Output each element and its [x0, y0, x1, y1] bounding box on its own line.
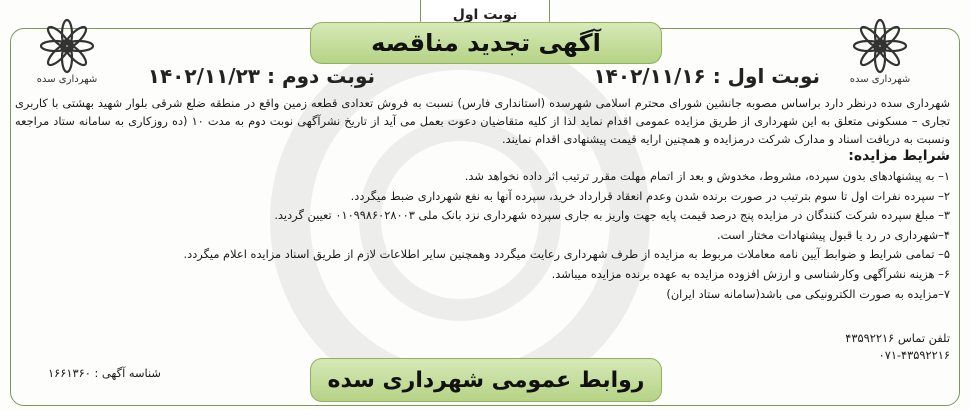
condition-item: ۳– مبلغ سپرده شرکت کنندگان در مزایده پنج درصد قیمت پایه جهت واریز به جاری سپرده شهرداری نزد بانک ملی ۰۱۰۹۹۸۶۰۲۸۰۰۳ تعیین گردید.	[274, 208, 950, 223]
municipality-emblem-icon	[845, 18, 915, 88]
notice-id: شناسه آگهی : ۱۶۶۱۳۶۰	[48, 366, 161, 380]
svg-text:شهرداری سده: شهرداری سده	[36, 74, 98, 85]
intro-paragraph: شهرداری سده درنظر دارد براساس مصوبه جانشین شورای محترم اسلامی شهرسده (استانداری فارس) نسبت به فروش تعدادی قطعه زمین واقع در منطقه ضلع شرقی بلوار شهید بهشتی با کاربری تجاری – مسکونی متعلق به این شهرداری از طریق مزایده عمومی اقدام نماید لذا از کلیه متقاضیان دعوت بعمل می آید از تاریخ نشرآگهی نوبت دوم به مدت ۱۰ (ده روزکاری به سامانه ستاد مراجعه ونسبت به دریافت اسناد و مدارک شرکت درمزایده و همچنین ارایه قیمت پیشنهادی اقدام نمایند.	[15, 96, 950, 146]
conditions-heading: شرایط مزایده:	[848, 148, 950, 164]
conditions-list	[183, 167, 950, 304]
contact-phone-number: ۰۷۱-۴۳۵۹۲۲۱۶	[878, 348, 950, 362]
contact-phone-label: تلفن تماس ۴۳۵۹۲۲۱۶	[845, 331, 950, 345]
footer-public-relations: روابط عمومی شهرداری سده	[310, 358, 662, 402]
round-badge: نوبت اول	[420, 0, 550, 30]
condition-item: ۲– سپرده نفرات اول تا سوم بترتیب در صورت برنده شدن وعدم انعقاد قرارداد خرید، سپرده آنها به نفع شهرداری ضبط میگردد.	[350, 188, 950, 203]
municipality-emblem-icon	[32, 18, 102, 88]
condition-item: ۱– به پیشنهادهای بدون سپرده، مشروط، مخدوش و بعد از اتمام مهلت مقرر ترتیب اثر داده نخواهد شد.	[464, 169, 950, 183]
condition-item: ۵– تمامی شرایط و ضوابط آیین نامه معاملات مربوط به مزایده از طرف شهرداری رعایت میگردد وهمچنین سایر اطلاعات لازم از طریق اسناد مزایده اعلام میگردد.	[183, 247, 950, 262]
condition-item: ۷–مزایده به صورت الکترونیکی می باشد(سامانه ستاد ایران)	[666, 286, 950, 301]
ad-title: آگهی تجدید مناقصه	[310, 22, 662, 64]
condition-item: ۴–شهرداری در رد یا قبول پیشنهادات مختار است.	[717, 227, 950, 242]
first-round-date: نوبت اول : ۱۴۰۲/۱۱/۱۶	[593, 64, 820, 88]
second-round-date: نوبت دوم : ۱۴۰۲/۱۱/۲۳	[147, 64, 375, 88]
svg-text:شهرداری سده: شهرداری سده	[849, 74, 911, 85]
condition-item: ۶– هزینه نشرآگهی وکارشناسی و ارزش افزوده مزایده به عهده برنده مزایده میباشد.	[551, 266, 950, 281]
